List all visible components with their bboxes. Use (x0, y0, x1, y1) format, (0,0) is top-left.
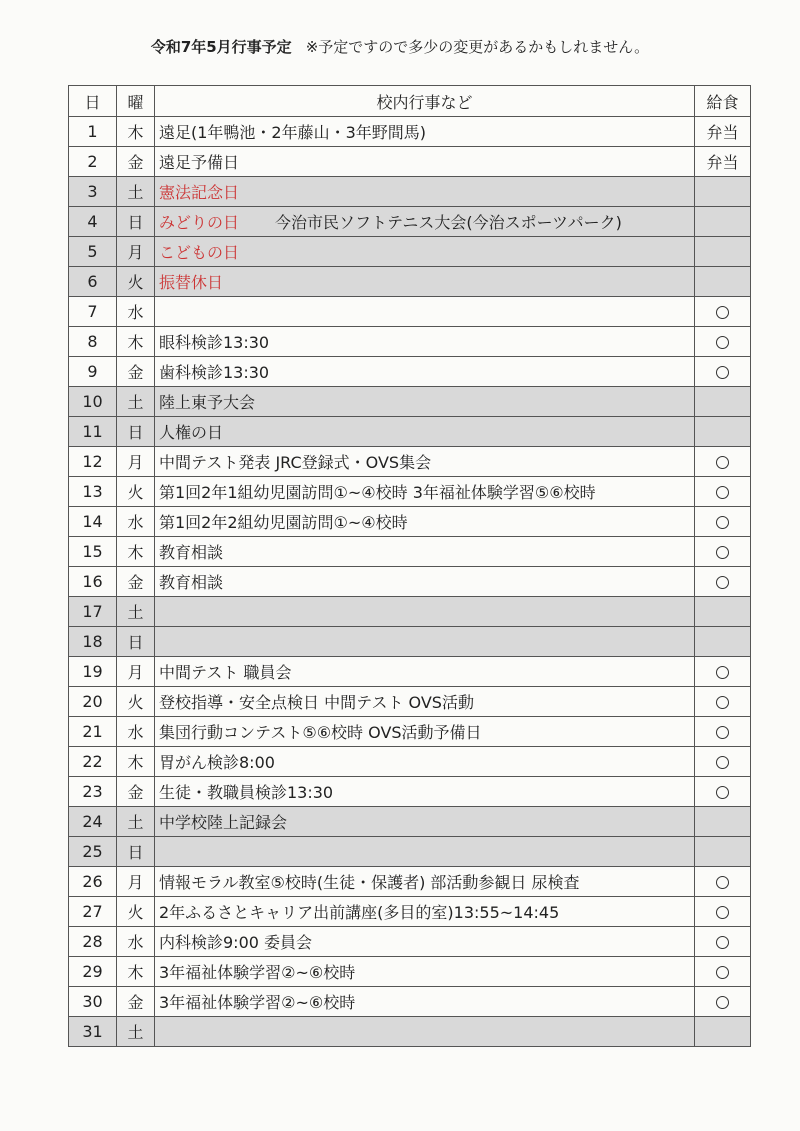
header-day: 日 (69, 86, 117, 117)
weekday-cell: 土 (117, 1017, 155, 1047)
events-cell (155, 927, 695, 957)
lunch-cell (695, 477, 751, 507)
day-cell: 23 (69, 777, 117, 807)
table-row (69, 477, 751, 507)
event-text: 第1回2年1組幼児園訪問①~④校時 3年福祉体験学習⑤⑥校時 (159, 483, 596, 502)
day-cell: 4 (69, 207, 117, 237)
day-cell: 30 (69, 987, 117, 1017)
lunch-cell (695, 837, 751, 867)
table-row (69, 447, 751, 477)
table-row (69, 897, 751, 927)
lunch-cell (695, 627, 751, 657)
weekday-cell: 土 (117, 807, 155, 837)
events-cell (155, 537, 695, 567)
lunch-cell (695, 717, 751, 747)
events-cell (155, 417, 695, 447)
lunch-cell (695, 237, 751, 267)
table-row (69, 537, 751, 567)
lunch-cell (695, 777, 751, 807)
lunch-cell (695, 447, 751, 477)
circle-icon (716, 966, 729, 979)
table-row (69, 1017, 751, 1047)
lunch-cell (695, 207, 751, 237)
holiday-name: こどもの日 (159, 243, 240, 262)
events-cell (155, 207, 695, 237)
event-text: 集団行動コンテスト⑤⑥校時 OVS活動予備日 (159, 723, 482, 742)
events-cell (155, 507, 695, 537)
day-cell: 12 (69, 447, 117, 477)
circle-icon (716, 996, 729, 1009)
events-cell (155, 627, 695, 657)
event-text: 3年福祉体験学習②~⑥校時 (159, 963, 356, 982)
event-text: 遠足予備日 (159, 153, 240, 172)
day-cell: 5 (69, 237, 117, 267)
events-cell (155, 297, 695, 327)
table-row (69, 177, 751, 207)
lunch-cell (695, 597, 751, 627)
events-cell (155, 807, 695, 837)
event-text: 教育相談 (159, 543, 224, 562)
circle-icon (716, 786, 729, 799)
weekday-cell: 日 (117, 207, 155, 237)
events-cell (155, 267, 695, 297)
event-text: 今治市民ソフトテニス大会(今治スポーツパーク) (275, 213, 622, 232)
event-text: 2年ふるさとキャリア出前講座(多目的室)13:55~14:45 (159, 903, 560, 922)
day-cell: 28 (69, 927, 117, 957)
table-row (69, 837, 751, 867)
table-row (69, 807, 751, 837)
events-cell (155, 777, 695, 807)
day-cell: 1 (69, 117, 117, 147)
table-row (69, 117, 751, 147)
header-events: 校内行事など (155, 86, 695, 117)
day-cell: 7 (69, 297, 117, 327)
title-text: 令和7年5月行事予定 (150, 38, 292, 56)
circle-icon (716, 516, 729, 529)
weekday-cell: 金 (117, 987, 155, 1017)
table-row (69, 927, 751, 957)
day-cell: 11 (69, 417, 117, 447)
lunch-cell (695, 987, 751, 1017)
table-row (69, 957, 751, 987)
circle-icon (716, 726, 729, 739)
lunch-cell (695, 507, 751, 537)
circle-icon (716, 456, 729, 469)
lunch-cell (695, 267, 751, 297)
day-cell: 13 (69, 477, 117, 507)
weekday-cell: 土 (117, 177, 155, 207)
circle-icon (716, 366, 729, 379)
circle-icon (716, 696, 729, 709)
header-row (69, 86, 751, 117)
table-row (69, 267, 751, 297)
lunch-cell (695, 747, 751, 777)
page-title (0, 36, 800, 57)
day-cell: 17 (69, 597, 117, 627)
events-cell (155, 477, 695, 507)
lunch-cell (695, 867, 751, 897)
event-text: 情報モラル教室⑤校時(生徒・保護者) 部活動参観日 尿検査 (159, 873, 580, 892)
table-row (69, 657, 751, 687)
weekday-cell: 金 (117, 777, 155, 807)
circle-icon (716, 666, 729, 679)
event-text: 生徒・教職員検診13:30 (159, 783, 334, 802)
weekday-cell: 火 (117, 477, 155, 507)
table-row (69, 417, 751, 447)
weekday-cell: 日 (117, 837, 155, 867)
events-cell (155, 597, 695, 627)
lunch-cell (695, 297, 751, 327)
weekday-cell: 日 (117, 417, 155, 447)
weekday-cell: 月 (117, 237, 155, 267)
day-cell: 20 (69, 687, 117, 717)
day-cell: 25 (69, 837, 117, 867)
events-cell (155, 957, 695, 987)
events-cell (155, 237, 695, 267)
table-row (69, 237, 751, 267)
table-row (69, 387, 751, 417)
table-row (69, 717, 751, 747)
day-cell: 26 (69, 867, 117, 897)
events-cell (155, 117, 695, 147)
weekday-cell: 水 (117, 927, 155, 957)
weekday-cell: 木 (117, 537, 155, 567)
circle-icon (716, 306, 729, 319)
table-row (69, 207, 751, 237)
lunch-cell (695, 357, 751, 387)
day-cell: 21 (69, 717, 117, 747)
weekday-cell: 火 (117, 267, 155, 297)
circle-icon (716, 906, 729, 919)
day-cell: 6 (69, 267, 117, 297)
circle-icon (716, 936, 729, 949)
weekday-cell: 水 (117, 717, 155, 747)
table-row (69, 627, 751, 657)
table-row (69, 867, 751, 897)
event-text: 第1回2年2組幼児園訪問①~④校時 (159, 513, 408, 532)
event-text: 遠足(1年鴨池・2年藤山・3年野間馬) (159, 123, 427, 142)
day-cell: 8 (69, 327, 117, 357)
lunch-cell (695, 807, 751, 837)
weekday-cell: 木 (117, 747, 155, 777)
lunch-cell (695, 567, 751, 597)
lunch-cell: 弁当 (695, 147, 751, 177)
table-row (69, 327, 751, 357)
event-text: 3年福祉体験学習②~⑥校時 (159, 993, 356, 1012)
weekday-cell: 水 (117, 507, 155, 537)
event-text: 眼科検診13:30 (159, 333, 270, 352)
holiday-name: 憲法記念日 (159, 183, 240, 202)
event-text: 胃がん検診8:00 (159, 753, 275, 772)
lunch-cell (695, 927, 751, 957)
circle-icon (716, 546, 729, 559)
events-cell (155, 387, 695, 417)
circle-icon (716, 876, 729, 889)
circle-icon (716, 756, 729, 769)
event-text: 陸上東予大会 (159, 393, 256, 412)
event-text: 人権の日 (159, 423, 224, 442)
header-lunch: 給食 (695, 86, 751, 117)
lunch-cell (695, 327, 751, 357)
events-cell (155, 897, 695, 927)
lunch-cell (695, 897, 751, 927)
weekday-cell: 金 (117, 567, 155, 597)
weekday-cell: 金 (117, 147, 155, 177)
lunch-cell (695, 957, 751, 987)
day-cell: 24 (69, 807, 117, 837)
holiday-name: みどりの日 (159, 213, 240, 232)
weekday-cell: 月 (117, 657, 155, 687)
day-cell: 27 (69, 897, 117, 927)
lunch-cell (695, 417, 751, 447)
weekday-cell: 水 (117, 297, 155, 327)
table-row (69, 567, 751, 597)
event-text: 中間テスト 職員会 (159, 663, 292, 682)
table-row (69, 777, 751, 807)
weekday-cell: 木 (117, 327, 155, 357)
events-cell (155, 327, 695, 357)
events-cell (155, 867, 695, 897)
weekday-cell: 火 (117, 687, 155, 717)
events-cell (155, 567, 695, 597)
weekday-cell: 火 (117, 897, 155, 927)
day-cell: 16 (69, 567, 117, 597)
lunch-cell (695, 687, 751, 717)
table-row (69, 297, 751, 327)
table-row (69, 687, 751, 717)
events-cell (155, 1017, 695, 1047)
lunch-cell (695, 387, 751, 417)
circle-icon (716, 336, 729, 349)
event-text: 中学校陸上記録会 (159, 813, 288, 832)
day-cell: 19 (69, 657, 117, 687)
day-cell: 18 (69, 627, 117, 657)
day-cell: 15 (69, 537, 117, 567)
day-cell: 31 (69, 1017, 117, 1047)
lunch-cell (695, 1017, 751, 1047)
day-cell: 9 (69, 357, 117, 387)
lunch-cell: 弁当 (695, 117, 751, 147)
day-cell: 10 (69, 387, 117, 417)
event-text: 教育相談 (159, 573, 224, 592)
day-cell: 14 (69, 507, 117, 537)
table-row (69, 987, 751, 1017)
day-cell: 22 (69, 747, 117, 777)
events-cell (155, 147, 695, 177)
events-cell (155, 687, 695, 717)
weekday-cell: 日 (117, 627, 155, 657)
day-cell: 3 (69, 177, 117, 207)
event-text: 内科検診9:00 委員会 (159, 933, 313, 952)
lunch-cell (695, 537, 751, 567)
weekday-cell: 土 (117, 597, 155, 627)
table-row (69, 747, 751, 777)
schedule-table (68, 85, 751, 1047)
event-text: 登校指導・安全点検日 中間テスト OVS活動 (159, 693, 474, 712)
schedule-body (69, 117, 751, 1047)
events-cell (155, 177, 695, 207)
events-cell (155, 447, 695, 477)
weekday-cell: 木 (117, 117, 155, 147)
events-cell (155, 837, 695, 867)
day-cell: 2 (69, 147, 117, 177)
weekday-cell: 月 (117, 867, 155, 897)
circle-icon (716, 576, 729, 589)
table-row (69, 147, 751, 177)
header-weekday: 曜 (117, 86, 155, 117)
weekday-cell: 金 (117, 357, 155, 387)
events-cell (155, 747, 695, 777)
event-text: 歯科検診13:30 (159, 363, 270, 382)
circle-icon (716, 486, 729, 499)
table-row (69, 507, 751, 537)
holiday-name: 振替休日 (159, 273, 224, 292)
note-text: ※予定ですので多少の変更があるかもしれません。 (305, 38, 650, 56)
event-text: 中間テスト発表 JRC登録式・OVS集会 (159, 453, 432, 472)
weekday-cell: 木 (117, 957, 155, 987)
day-cell: 29 (69, 957, 117, 987)
events-cell (155, 357, 695, 387)
weekday-cell: 土 (117, 387, 155, 417)
weekday-cell: 月 (117, 447, 155, 477)
lunch-cell (695, 657, 751, 687)
table-row (69, 357, 751, 387)
events-cell (155, 657, 695, 687)
table-row (69, 597, 751, 627)
events-cell (155, 717, 695, 747)
events-cell (155, 987, 695, 1017)
lunch-cell (695, 177, 751, 207)
